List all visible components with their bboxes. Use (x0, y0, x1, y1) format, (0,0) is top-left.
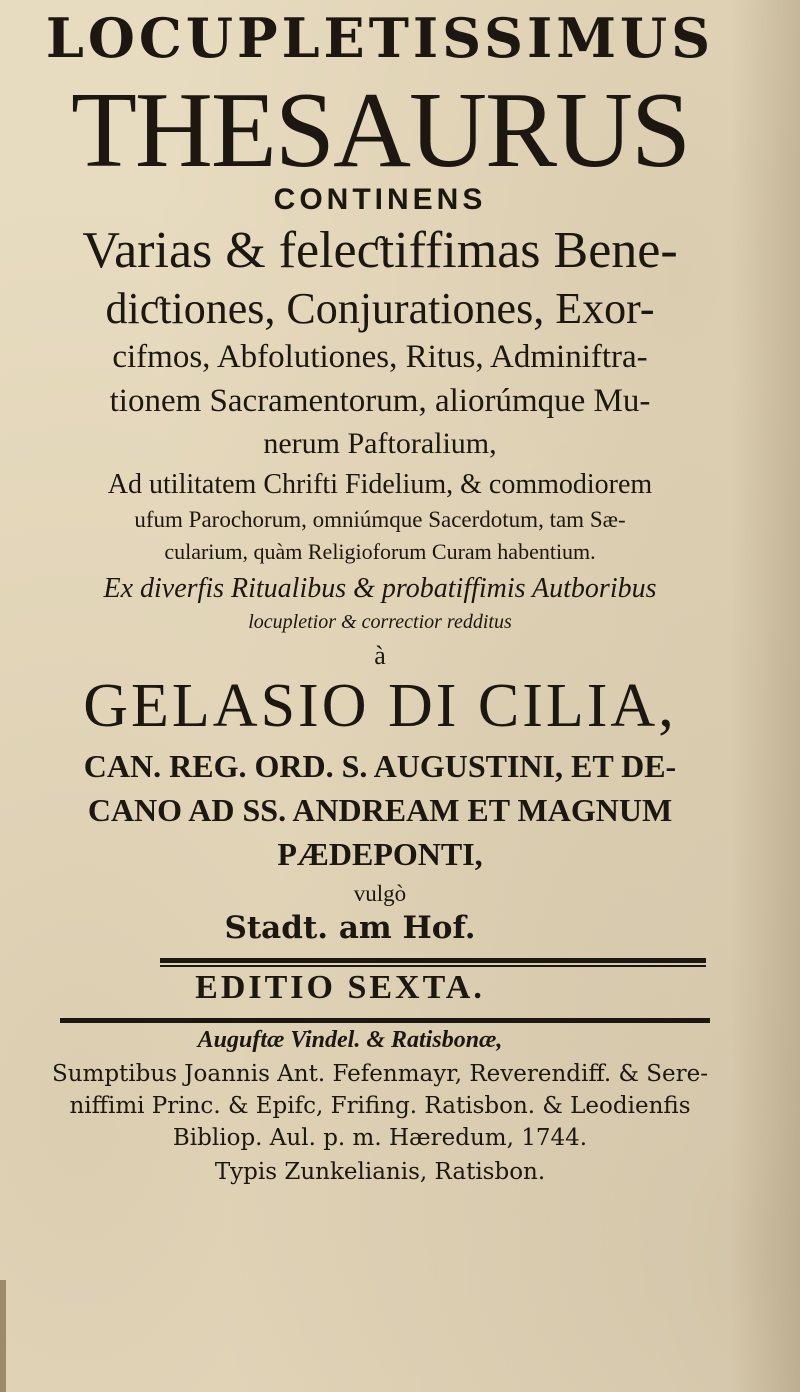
binding-edge (0, 1280, 6, 1392)
description-line-3: cifmos, Abfolutiones, Ritus, Adminiftra- (112, 339, 648, 375)
author-title-line-2: CANO AD SS. ANDREAM ET MAGNUM (87, 792, 673, 828)
subheading-continens: CONTINENS (273, 183, 487, 216)
imprint-line-2: niffimi Princ. & Epifc, Frifing. Ratisbon. & Leodienfis (69, 1093, 691, 1119)
imprint-place: Auguftæ Vindel. & Ratisbonæ, (197, 1027, 503, 1053)
sources-line-2: locupletior & correctior redditus (248, 611, 512, 633)
rule-bottom (60, 1018, 710, 1023)
vulgo-name: Stadt. am Hof. (224, 910, 476, 946)
vulgo: vulgò (353, 881, 407, 906)
edition: EDITIO SEXTA. (195, 969, 485, 1006)
preposition-a: à (374, 641, 386, 670)
purpose-line-1: Ad utilitatem Chrifti Fidelium, & commodiorem (107, 469, 653, 500)
rule-top-thin (160, 965, 706, 967)
author-title-line-3: PÆDEPONTI, (277, 836, 483, 872)
main-title: THESAURUS (70, 71, 690, 190)
purpose-line-3: cularium, quàm Religioforum Curam habentium. (164, 539, 596, 564)
description-line-5: nerum Paftoralium, (263, 427, 497, 460)
description-line-1: Varias & feleƈtiffimas Bene- (82, 222, 678, 279)
rule-top-thick (160, 958, 706, 963)
author-title-line-1: CAN. REG. ORD. S. AUGUSTINI, ET DE- (83, 748, 677, 784)
printer: Typis Zunkelianis, Ratisbon. (214, 1159, 546, 1185)
imprint-line-1: Sumptibus Joannis Ant. Fefenmayr, Reverendiff. & Sere- (51, 1061, 709, 1087)
sources-line-1: Ex diverfis Ritualibus & probatiffimis Autboribus (103, 573, 657, 604)
author-name: GELASIO DI CILIA, (83, 672, 677, 740)
description-line-2: diƈtiones, Conjurationes, Exor- (105, 284, 655, 333)
purpose-line-2: ufum Parochorum, omniúmque Sacerdotum, tam Sæ- (134, 507, 626, 532)
header-locupletissimus: LOCUPLETISSIMUS (45, 6, 715, 70)
description-line-4: tionem Sacramentorum, aliorúmque Mu- (109, 383, 651, 419)
imprint-line-3: Bibliop. Aul. p. m. Hæredum, 1744. (172, 1125, 588, 1151)
